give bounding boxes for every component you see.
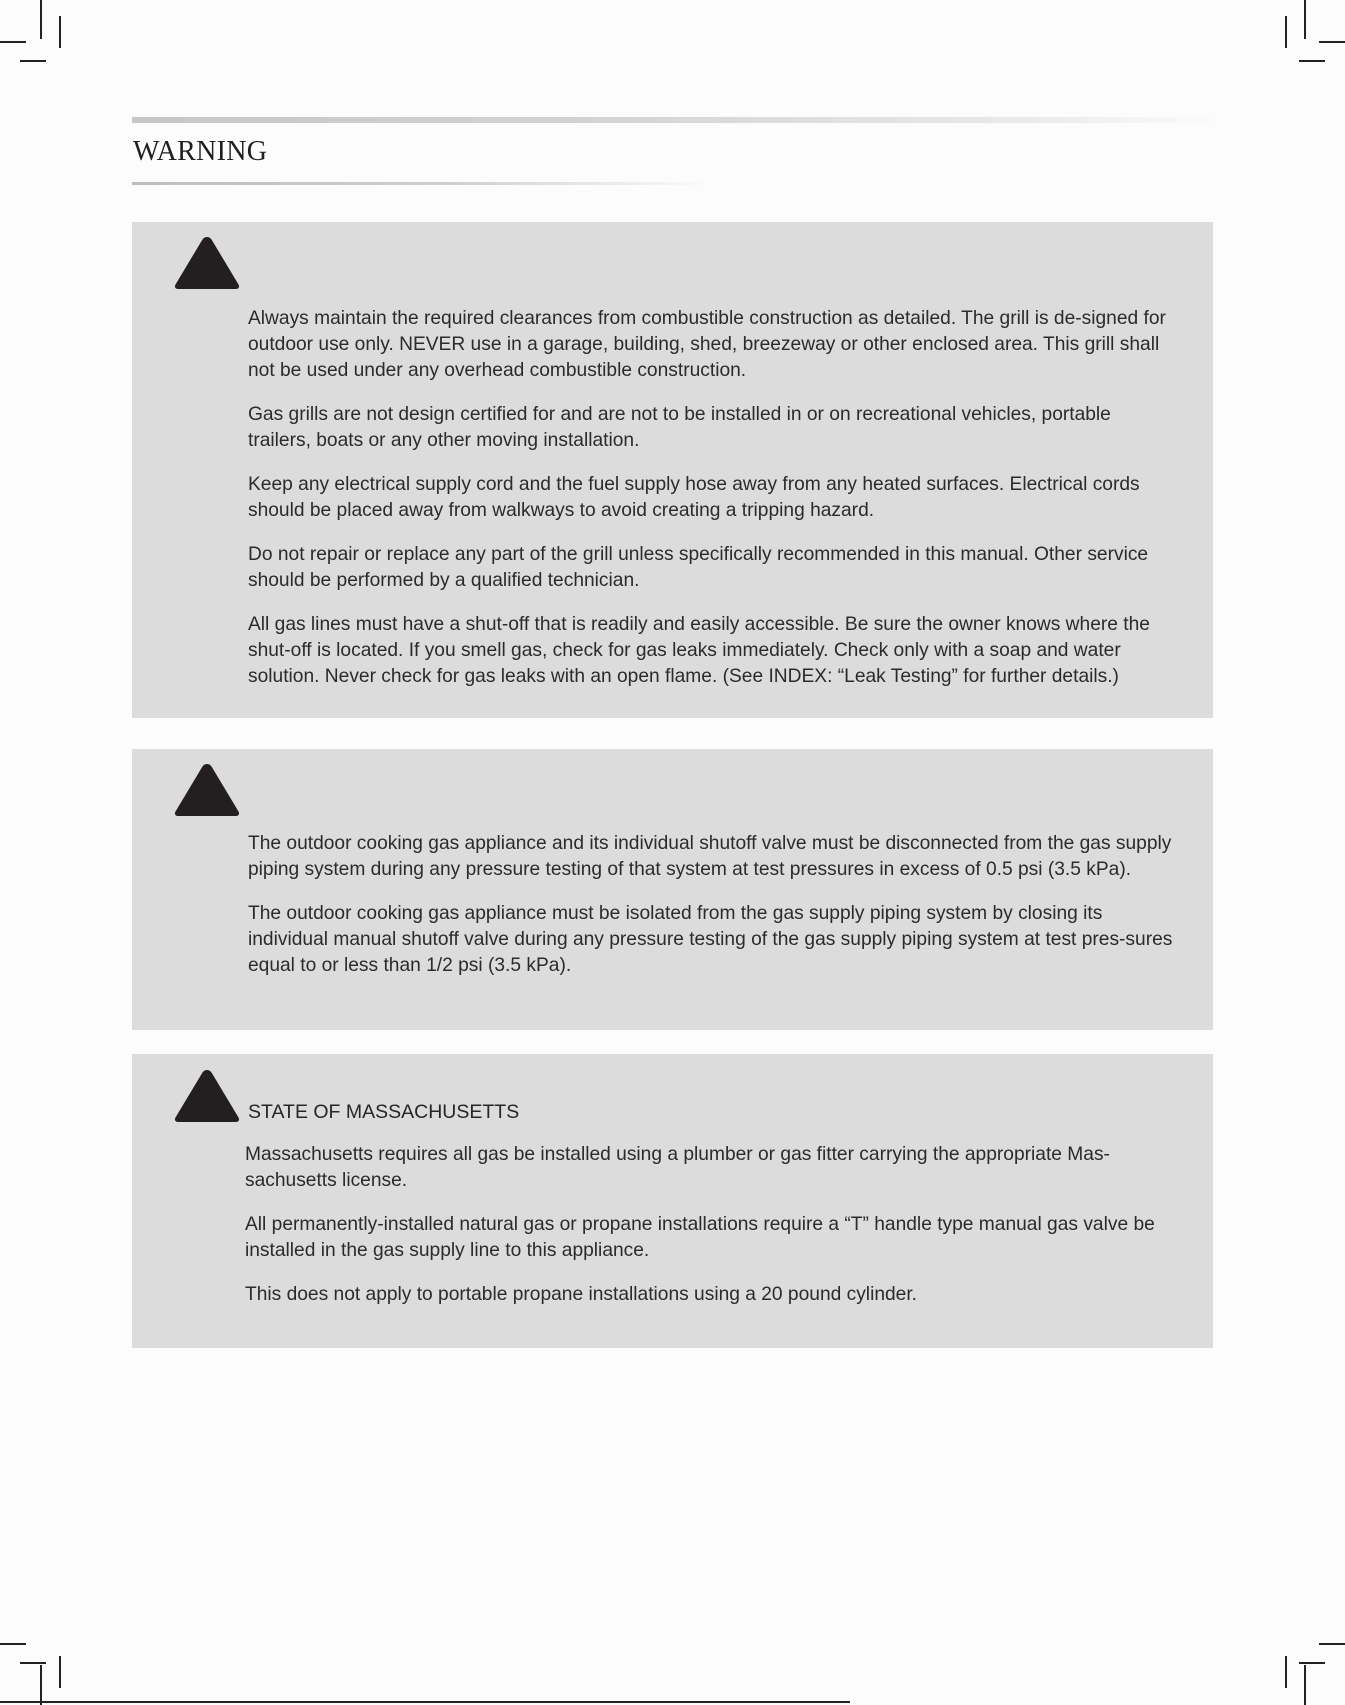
crop-mark bbox=[59, 1656, 61, 1688]
warning-paragraph: Gas grills are not design certified for and are not to be installed in or on recreational vehicles, portable trailers, boats or any other moving installation. bbox=[248, 404, 1111, 451]
warning-box-massachusetts bbox=[132, 1054, 1213, 1348]
title-underline bbox=[132, 182, 712, 185]
warning-paragraph: The outdoor cooking gas appliance must be isolated from the gas supply piping system by closing its individual manual shutoff valve during any pressure testing of the gas supply piping system at test pres-sures equal to or less than 1/2 psi (3.5 kPa). bbox=[248, 903, 1173, 976]
warning-text bbox=[248, 306, 1173, 708]
warning-heading: STATE OF MASSACHUSETTS bbox=[248, 1101, 520, 1123]
warning-paragraph: All permanently-installed natural gas or propane installations require a “T” handle type manual gas valve be installed in the gas supply line to this appliance. bbox=[245, 1214, 1155, 1261]
warning-paragraph: Do not repair or replace any part of the grill unless specifically recommended in this manual. Other service should be performed by a qualified technician. bbox=[248, 544, 1149, 591]
crop-mark bbox=[1299, 1662, 1325, 1664]
crop-mark bbox=[1319, 41, 1345, 43]
crop-mark bbox=[20, 60, 46, 62]
warning-paragraph: Always maintain the required clearances from combustible construction as detailed. The grill is de-signed for outdoor use only. NEVER use in a garage, building, shed, breezeway or other enclosed area. This grill shall not be used under any overhead combustible construction. bbox=[248, 308, 1166, 381]
warning-paragraph: Massachusetts requires all gas be installed using a plumber or gas fitter carrying the appropriate Mas-sachusetts license. bbox=[245, 1144, 1110, 1191]
warning-text bbox=[245, 1142, 1173, 1326]
warning-paragraph: All gas lines must have a shut-off that is readily and easily accessible. Be sure the owner knows where the shut-off is located. If you smell gas, check for gas leaks immediately. Check only with a soap and water solution. Never check for gas leaks with an open flame. (See INDEX: “Leak Testing” for further details.) bbox=[248, 614, 1150, 687]
warning-box-pressure-testing bbox=[132, 749, 1213, 1030]
crop-mark bbox=[0, 41, 26, 43]
header-rule bbox=[132, 117, 1222, 123]
crop-mark bbox=[1304, 0, 1306, 39]
warning-triangle-icon bbox=[173, 235, 241, 291]
crop-mark bbox=[1304, 1665, 1306, 1705]
crop-mark bbox=[59, 16, 61, 48]
crop-mark bbox=[40, 0, 42, 39]
warning-triangle-icon bbox=[173, 762, 241, 818]
warning-paragraph: This does not apply to portable propane installations using a 20 pound cylinder. bbox=[245, 1284, 918, 1305]
crop-mark bbox=[40, 1665, 42, 1705]
bottom-trim-line bbox=[0, 1701, 850, 1703]
warning-paragraph: The outdoor cooking gas appliance and its individual shutoff valve must be disconnected from the gas supply piping system during any pressure testing of that system at test pressures in excess of 0.5 psi (3.5 kPa). bbox=[248, 833, 1172, 880]
crop-mark bbox=[0, 1643, 26, 1645]
crop-mark bbox=[1285, 16, 1287, 48]
page-title: WARNING bbox=[133, 136, 268, 167]
crop-mark bbox=[20, 1662, 46, 1664]
crop-mark bbox=[1299, 60, 1325, 62]
crop-mark bbox=[1285, 1656, 1287, 1688]
warning-text bbox=[248, 831, 1173, 997]
warning-triangle-icon bbox=[173, 1068, 241, 1124]
warning-paragraph: Keep any electrical supply cord and the fuel supply hose away from any heated surfaces. Electrical cords should be placed away from walkways to avoid creating a tripping hazard. bbox=[248, 474, 1140, 521]
crop-mark bbox=[1319, 1643, 1345, 1645]
warning-box-clearances bbox=[132, 222, 1213, 718]
